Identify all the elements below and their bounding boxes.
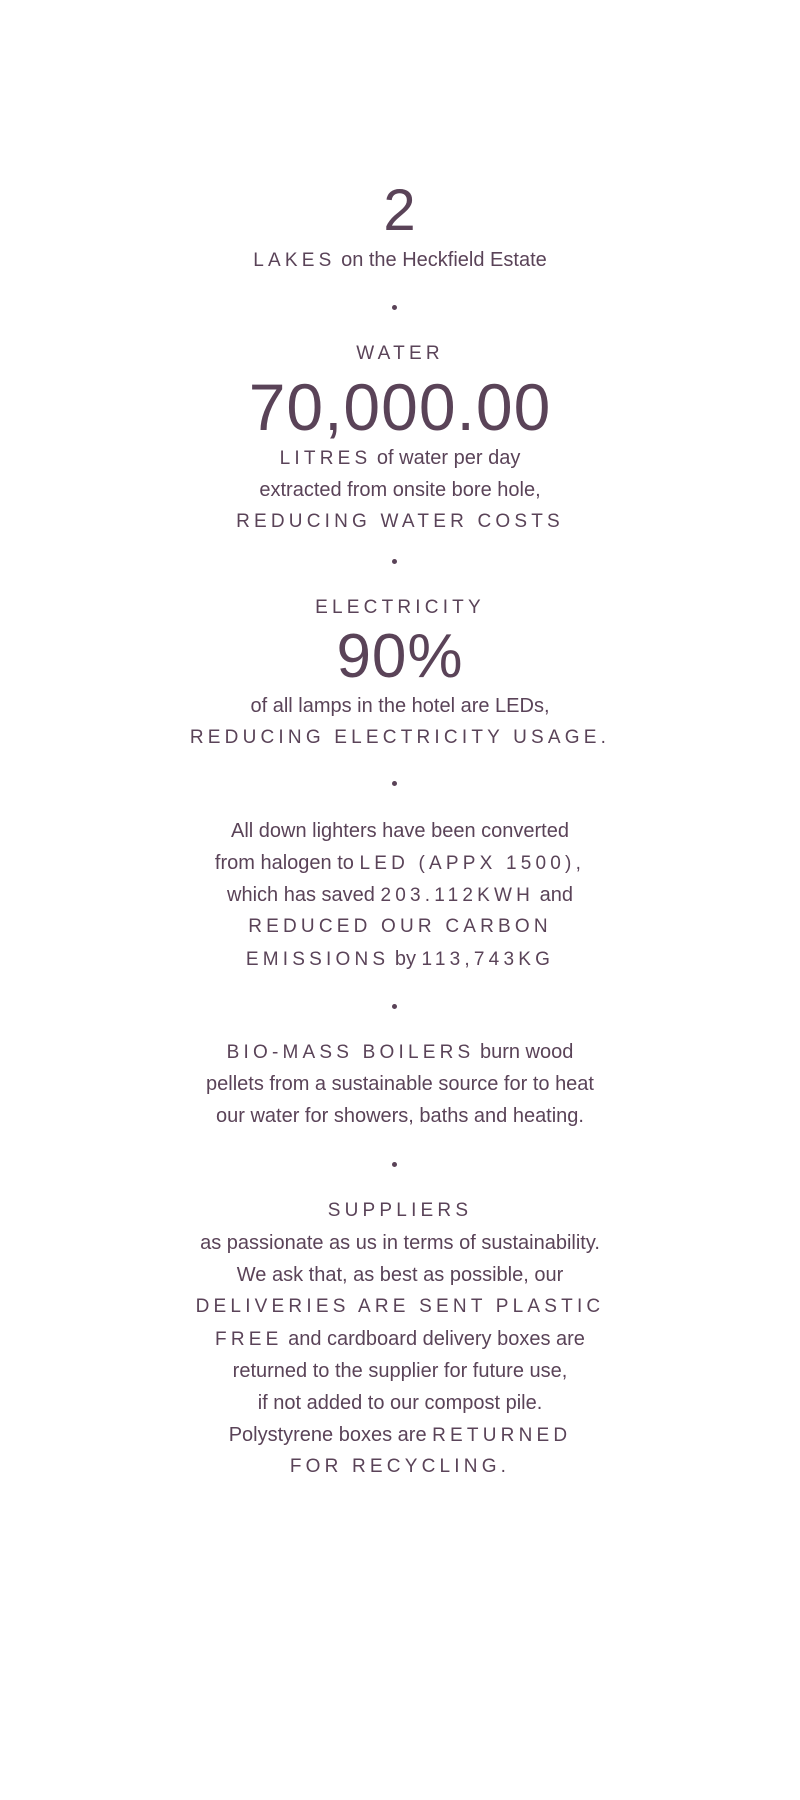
suppliers-heading: SUPPLIERS: [327, 1200, 473, 1221]
lakes-caption-text: on the Heckfield Estate: [335, 249, 547, 271]
lighting-line-3-caps: 203.112KWH: [380, 885, 535, 906]
lighting-line-3-text-2: and: [534, 884, 573, 906]
divider-dot: [392, 305, 397, 310]
suppliers-line-4-text: and cardboard delivery boxes are: [282, 1328, 585, 1350]
water-litres-caps: LITRES: [279, 448, 372, 469]
lakes-caption: [0, 244, 800, 276]
lighting-line-2: [0, 847, 800, 879]
biomass-line-2: pellets from a sustainable source for to heat: [206, 1073, 594, 1095]
suppliers-line-4: [0, 1323, 800, 1355]
biomass-line-1: [0, 1036, 800, 1068]
lighting-line-4: REDUCED OUR CARBON: [248, 916, 552, 937]
biomass-section: [0, 1036, 800, 1132]
electricity-line-1: of all lamps in the hotel are LEDs,: [250, 695, 550, 717]
water-line-2: extracted from onsite bore hole,: [259, 479, 541, 501]
lakes-caption-caps: LAKES: [253, 250, 336, 271]
water-line-1: [0, 442, 800, 474]
electricity-line-2: REDUCING ELECTRICITY USAGE.: [189, 727, 611, 748]
suppliers-line-6: if not added to our compost pile.: [257, 1392, 543, 1414]
water-section: [0, 338, 800, 538]
divider-dot: [392, 1162, 397, 1167]
divider-dot: [392, 559, 397, 564]
water-line-1-text: of water per day: [371, 447, 521, 469]
water-line-3: REDUCING WATER COSTS: [236, 511, 564, 532]
electricity-section: [0, 592, 800, 754]
suppliers-line-7: [0, 1419, 800, 1451]
suppliers-line-2: We ask that, as best as possible, our: [236, 1264, 564, 1286]
suppliers-line-5: returned to the supplier for future use,: [232, 1360, 568, 1382]
suppliers-line-7-caps: RETURNED: [432, 1425, 572, 1446]
suppliers-line-4-caps: FREE: [215, 1329, 283, 1350]
suppliers-section: [0, 1195, 800, 1483]
lighting-line-3: [0, 879, 800, 911]
suppliers-line-8: FOR RECYCLING.: [289, 1456, 511, 1477]
lighting-line-2-caps: LED (APPX 1500),: [359, 853, 586, 874]
lighting-line-5: [0, 943, 800, 975]
divider-dot: [392, 781, 397, 786]
lighting-line-2-text: from halogen to: [214, 852, 360, 874]
suppliers-line-1: as passionate as us in terms of sustainability.: [200, 1232, 600, 1254]
lighting-line-5-caps: EMISSIONS: [245, 949, 390, 970]
water-heading: WATER: [356, 343, 444, 364]
biomass-line-1-text: burn wood: [474, 1041, 574, 1063]
biomass-line-3: our water for showers, baths and heating.: [216, 1105, 584, 1127]
water-litres-value: 70,000.00: [248, 370, 552, 444]
lighting-section: [0, 815, 800, 975]
suppliers-line-7-text: Polystyrene boxes are: [228, 1424, 433, 1446]
lighting-line-3-text: which has saved: [227, 884, 381, 906]
biomass-line-1-caps: BIO-MASS BOILERS: [226, 1042, 475, 1063]
lighting-line-5-text: by: [389, 948, 422, 970]
divider-dot: [392, 1004, 397, 1009]
electricity-heading: ELECTRICITY: [315, 597, 485, 618]
suppliers-line-3: DELIVERIES ARE SENT PLASTIC: [195, 1296, 605, 1317]
lighting-line-5-caps-2: 113,743KG: [421, 949, 555, 970]
electricity-percent-value: 90%: [336, 622, 464, 691]
lighting-line-1: All down lighters have been converted: [231, 820, 569, 842]
lakes-count: 2: [383, 178, 417, 243]
lakes-section: [0, 180, 800, 276]
